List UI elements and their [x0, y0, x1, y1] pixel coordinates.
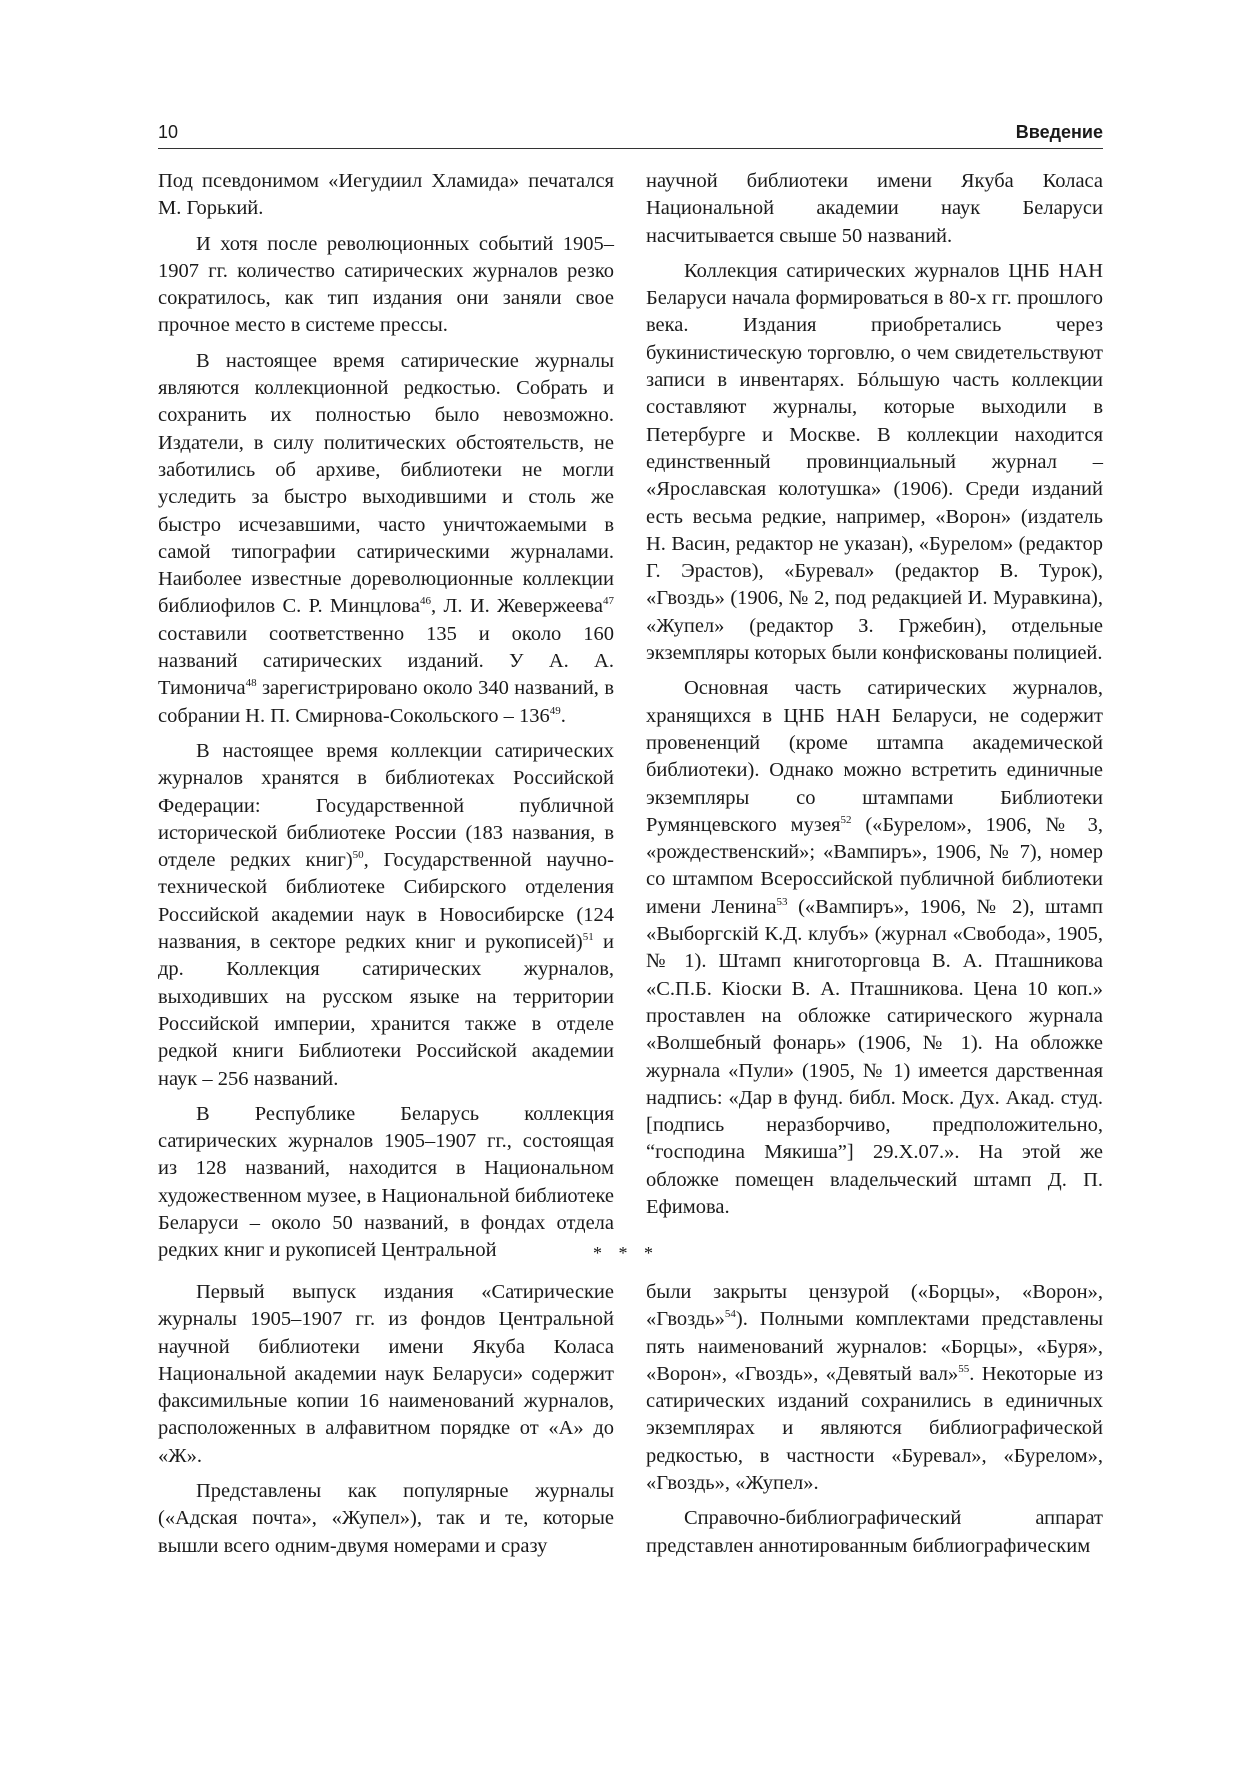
text-run: Основная часть сатирических журналов, хранящихся в ЦНБ НАН Беларуси, не содержит провененций (кроме штампа академической библиотеки). Однако можно встретить единичные экземпляры со штампами Библиотеки Румянцевского музея: [646, 677, 1103, 836]
section-separator: * * *: [593, 1243, 659, 1263]
section-title: Введение: [1015, 122, 1103, 142]
footnote-ref: 55: [958, 1363, 970, 1376]
paragraph: Коллекция сатирических журналов ЦНБ НАН Беларуси начала формироваться в 80-х гг. прошлого века. Издания приобретались через букинистическую торговлю, о чем свидетельствуют записи в инвентарях. Бóльшую часть коллекции составляют журналы, которые выходили в Петербурге и Москве. В коллекции находится единственный провинциальный журнал – «Ярославская колотушка» (1906). Среди изданий есть весьма редкие, например, «Ворон» (издатель Н. Васин, редактор не указан), «Бурелом» (редактор Г. Эрастов), «Буревал» (редактор В. Турок), «Гвоздь» (1906, № 2, под редакцией И. Муравкина), «Жупел» (редактор З. Гржебин), отдельные экземпляры которых были конфискованы полицией.: [646, 259, 1103, 665]
paragraph: Справочно-библиографический аппарат представлен аннотированным библиографическим: [646, 1507, 1103, 1557]
bottom-right-column: [646, 1279, 1103, 1568]
text-run: .: [560, 704, 566, 727]
paragraph: научной библиотеки имени Якуба Коласа Национальной академии наук Беларуси насчитывается свыше 50 названий.: [646, 170, 1103, 247]
paragraph: [158, 738, 614, 1093]
footnote-ref: 51: [582, 931, 594, 944]
footnote-ref: 49: [549, 704, 561, 717]
footnote-ref: 46: [420, 595, 432, 608]
text-run: , Государственной научно-технической библиотеке Сибирского отделения Российской академии наук в Новосибирске (124 названия, в секторе редких книг и рукописей): [158, 849, 614, 954]
text-run: зарегистрировано около 340 названий, в собрании Н. П. Смирнова-Сокольского – 136: [158, 677, 614, 727]
text-run: В настоящее время сатирические журналы являются коллекционной редкостью. Собрать и сохранить их полностью было невозможно. Издатели, в силу политических обстоятельств, не заботились об архиве, библиотеки не могли уследить за быстро выходившими и столь же быстро исчезавшими, часто уничтожаемыми в самой типографии сатирическими журналами. Наиболее известные дореволюционные коллекции библиофилов С. Р. Минцлова: [158, 349, 614, 618]
paragraph: [646, 1279, 1103, 1497]
text-run: , Л. И. Жевержеева: [431, 595, 603, 618]
top-left-column: [158, 168, 614, 1273]
paragraph: Под псевдонимом «Иегудиил Хламида» печатался М. Горький.: [158, 170, 614, 220]
text-run: были закрыты цензурой («Борцы», «Ворон», «Гвоздь»: [646, 1281, 1103, 1331]
bottom-left-column: [158, 1279, 614, 1568]
paragraph: И хотя после революционных событий 1905–1907 гг. количество сатирических журналов резко сократилось, как тип издания они заняли свое прочное место в системе прессы.: [158, 232, 614, 337]
text-run: В настоящее время коллекции сатирических журналов хранятся в библиотеках Российской Федерации: Государственной публичной исторической библиотеке России (183 названия, в отделе редких книг): [158, 739, 614, 872]
paragraph: Представлены как популярные журналы («Адская почта», «Жупел»), так и те, которые вышли всего одним-двумя номерами и сразу: [158, 1480, 614, 1557]
running-header: [158, 122, 1103, 149]
text-run: («Вампиръ», 1906, № 2), штамп «Выборгскiй К.Д. клубъ» (журнал «Свобода», 1905, № 1). Штамп книготорговца В. А. Пташникова «С.П.Б. Кiоски В. А. Пташникова. Цена 10 коп.» проставлен на обложке сатирического журнала «Волшебный фонарь» (1906, № 1). На обложке журнала «Пули» (1905, № 1) имеется дарственная надпись: «Дар в фунд. библ. Моск. Дух. Акад. студ. [подпись неразборчиво, предположительно, “господина Мякиша”] 29.Х.07.». На этой же обложке помещен владельческий штамп Д. П. Ефимова.: [646, 895, 1103, 1218]
paragraph: Первый выпуск издания «Сатирические журналы 1905–1907 гг. из фондов Центральной научной библиотеки имени Якуба Коласа Национальной академии наук Беларуси» содержит факсимильные копии 16 наименований журналов, расположенных в алфавитном порядке от «А» до «Ж».: [158, 1281, 614, 1467]
footnote-ref: 54: [724, 1308, 736, 1321]
footnote-ref: 52: [840, 814, 852, 826]
page-number: 10: [158, 122, 179, 142]
footnote-ref: 47: [603, 595, 614, 608]
footnote-ref: 50: [352, 849, 364, 862]
footnote-ref: 53: [776, 895, 788, 908]
text-run: («Бурелом», 1906, № 3, «рождественский»; «Вампиръ», 1906, № 7), номер со штампом Всероссийской публичной библиотеки имени Ленина: [646, 813, 1104, 918]
paragraph: [158, 348, 614, 730]
text-run: . Некоторые из сатирических изданий сохранились в единичных экземплярах и являются библиографической редкостью, в частности «Буревал», «Бурелом», «Гвоздь», «Жупел».: [646, 1362, 1103, 1495]
text-run: ). Полными комплектами представлены пять наименований журналов: «Борцы», «Буря», «Ворон», «Гвоздь», «Девятый вал»: [646, 1308, 1103, 1385]
paragraph: [646, 675, 1103, 1221]
text-run: и др. Коллекция сатирических журналов, выходивших на русском языке на территории Российской империи, хранится также в отделе редкой книги Библиотеки Российской академии наук – 256 названий.: [158, 931, 614, 1090]
top-right-column: [646, 168, 1103, 1229]
text-run: составили соответственно 135 и около 160 названий сатирических изданий. У А. А. Тимонича: [158, 622, 614, 700]
paragraph: В Республике Беларусь коллекция сатирических журналов 1905–1907 гг., состоящая из 128 названий, находится в Национальном художественном музее, в Национальной библиотеке Беларуси – около 50 названий, в фондах отдела редких книг и рукописей Центральной: [158, 1102, 614, 1262]
footnote-ref: 48: [245, 677, 257, 690]
